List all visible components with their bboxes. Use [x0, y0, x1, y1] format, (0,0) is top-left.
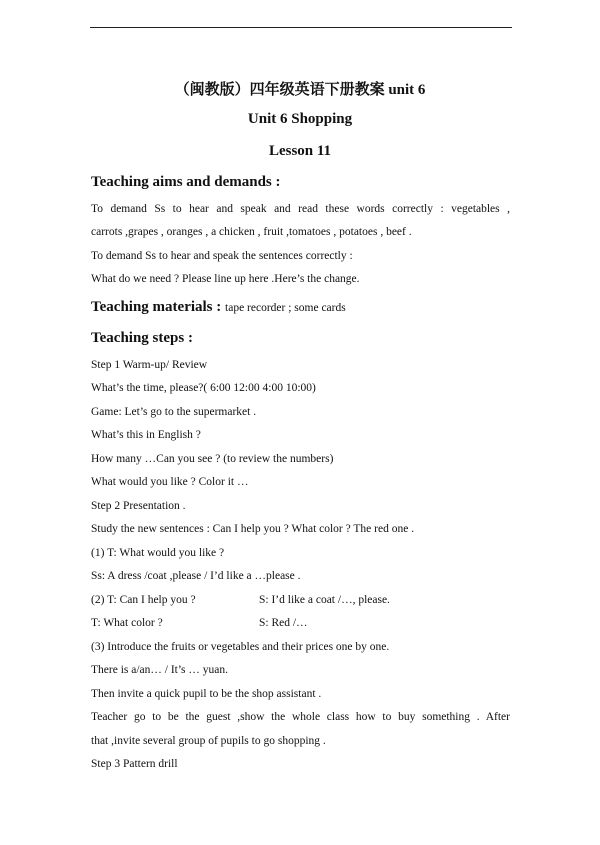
steps-line: (1) T: What would you like ? [91, 547, 225, 559]
steps-line: Then invite a quick pupil to be the shop assistant . [91, 688, 322, 700]
header-rule [90, 27, 512, 28]
materials-row [91, 299, 346, 316]
steps-heading: Teaching steps : [91, 330, 193, 346]
steps-line: Teacher go to be the guest ,show the whole class how to buy something . After [91, 711, 510, 723]
steps-line: Step 2 Presentation . [91, 500, 186, 512]
aims-heading: Teaching aims and demands : [91, 174, 281, 190]
aims-line: carrots ,grapes , oranges , a chicken , fruit ,tomatoes , potatoes , beef . [91, 226, 412, 238]
dialog-line-color-right: S: Red /… [259, 617, 308, 629]
steps-line: What’s this in English ? [91, 429, 201, 441]
steps-line: Step 1 Warm-up/ Review [91, 359, 208, 371]
materials-heading: Teaching materials : [91, 299, 222, 315]
dialog-line-help-left: (2) T: Can I help you ? [91, 594, 196, 606]
lesson-title: Lesson 11 [268, 143, 332, 159]
steps-line: What would you like ? Color it … [91, 476, 249, 488]
materials-text: tape recorder ; some cards [225, 302, 346, 314]
steps-line: Study the new sentences : Can I help you ? What color ? The red one . [91, 523, 415, 535]
steps-line: that ,invite several group of pupils to go shopping . [91, 735, 326, 747]
steps-line: Step 3 Pattern drill [91, 758, 178, 770]
aims-line: To demand Ss to hear and speak and read these words correctly : vegetables , [91, 203, 510, 215]
unit-title: Unit 6 Shopping [247, 111, 353, 127]
dialog-line-help-right: S: I’d like a coat /…, please. [259, 594, 390, 606]
document-title: （闽教版）四年级英语下册教案 unit 6 [174, 82, 426, 98]
steps-line: How many …Can you see ? (to review the numbers) [91, 453, 334, 465]
steps-line: There is a/an… / It’s … yuan. [91, 664, 229, 676]
aims-line: What do we need ? Please line up here .Here’s the change. [91, 273, 360, 285]
steps-line: (3) Introduce the fruits or vegetables and their prices one by one. [91, 641, 390, 653]
steps-line: What’s the time, please?( 6:00 12:00 4:00 10:00) [91, 382, 316, 394]
steps-line: Game: Let’s go to the supermarket . [91, 406, 257, 418]
aims-line: To demand Ss to hear and speak the sentences correctly : [91, 250, 353, 262]
dialog-line-color-left: T: What color ? [91, 617, 163, 629]
steps-line: Ss: A dress /coat ,please / I’d like a …please . [91, 570, 301, 582]
